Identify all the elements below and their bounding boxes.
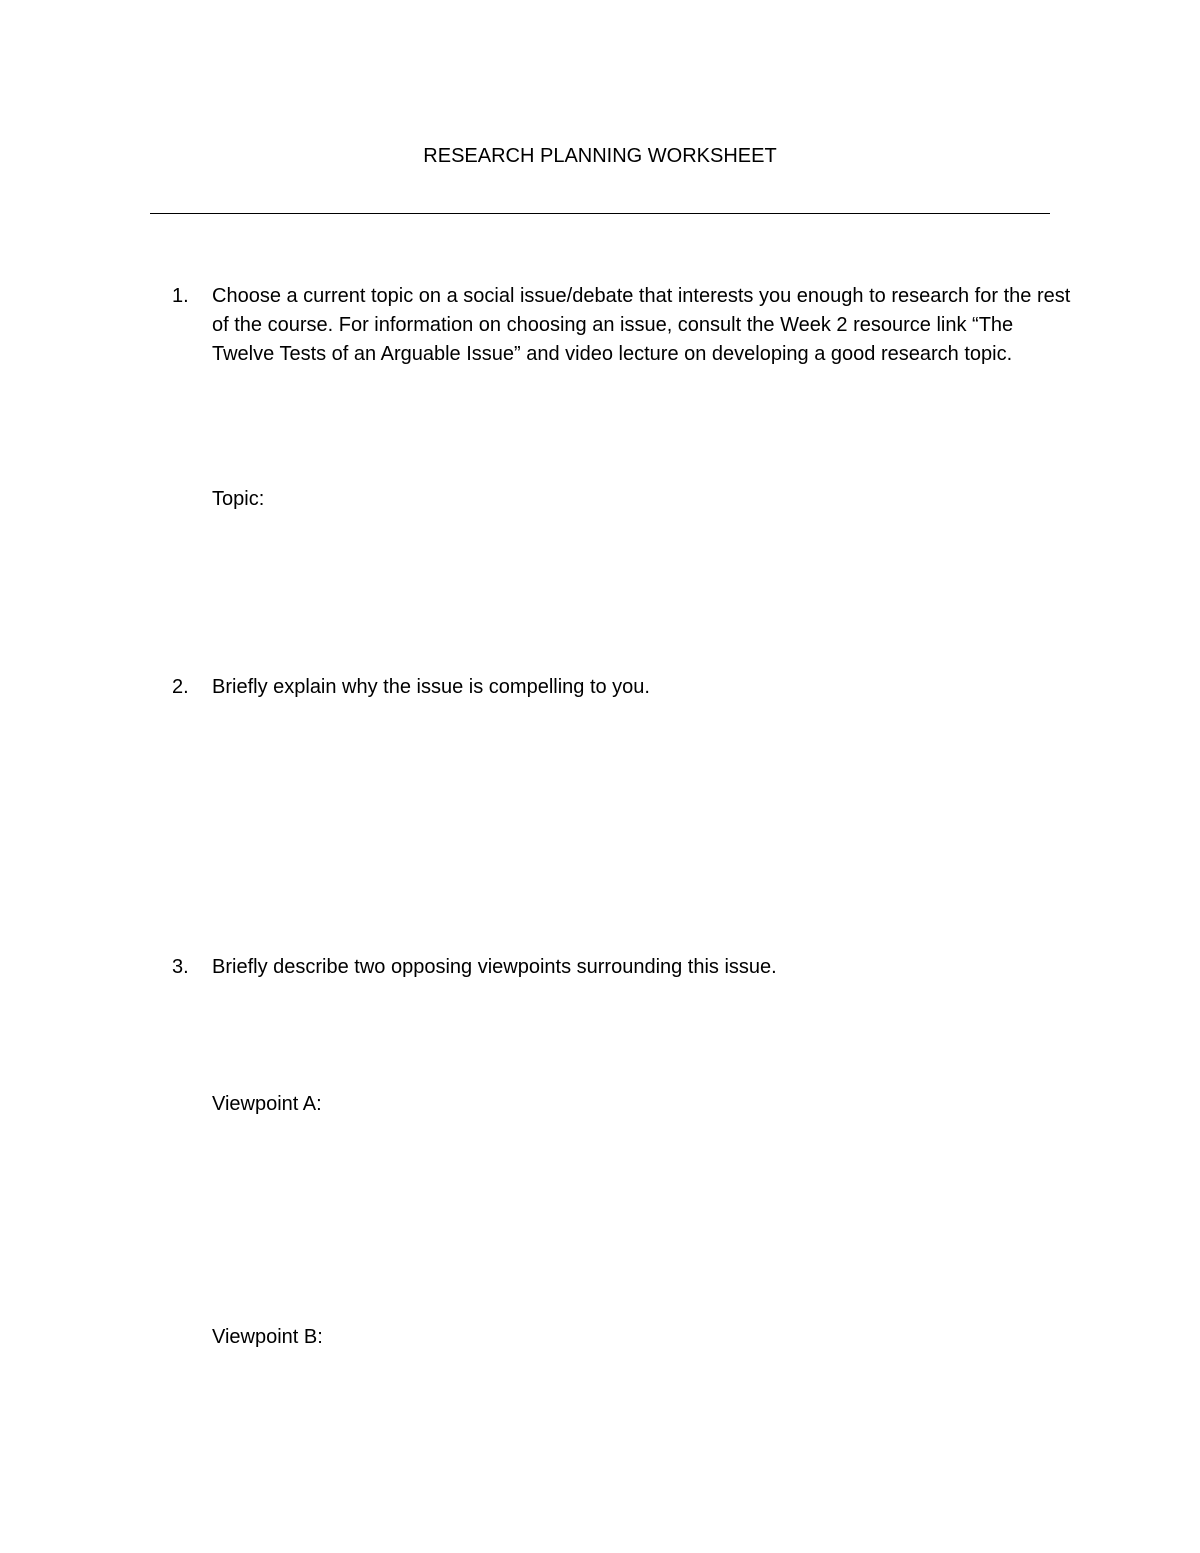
question-2-number: 2. (172, 676, 189, 698)
question-2-text: Briefly explain why the issue is compelling to you. (212, 676, 650, 698)
question-3-number: 3. (172, 956, 189, 978)
viewpoint-b-label: Viewpoint B: (212, 1326, 323, 1348)
question-3-text: Briefly describe two opposing viewpoints surrounding this issue. (212, 956, 777, 978)
question-1-text: Choose a current topic on a social issue/debate that interests you enough to research for the rest of the course. For information on choosing an issue, consult the Week 2 resource link “The Twelve Tests of an Arguable Issue” and video lecture on developing a good research topic. (212, 285, 1071, 365)
page-title: RESEARCH PLANNING WORKSHEET (423, 145, 777, 167)
title-divider (150, 213, 1050, 214)
viewpoint-a-label: Viewpoint A: (212, 1093, 322, 1115)
question-1-number: 1. (172, 285, 189, 307)
topic-label: Topic: (212, 488, 265, 510)
